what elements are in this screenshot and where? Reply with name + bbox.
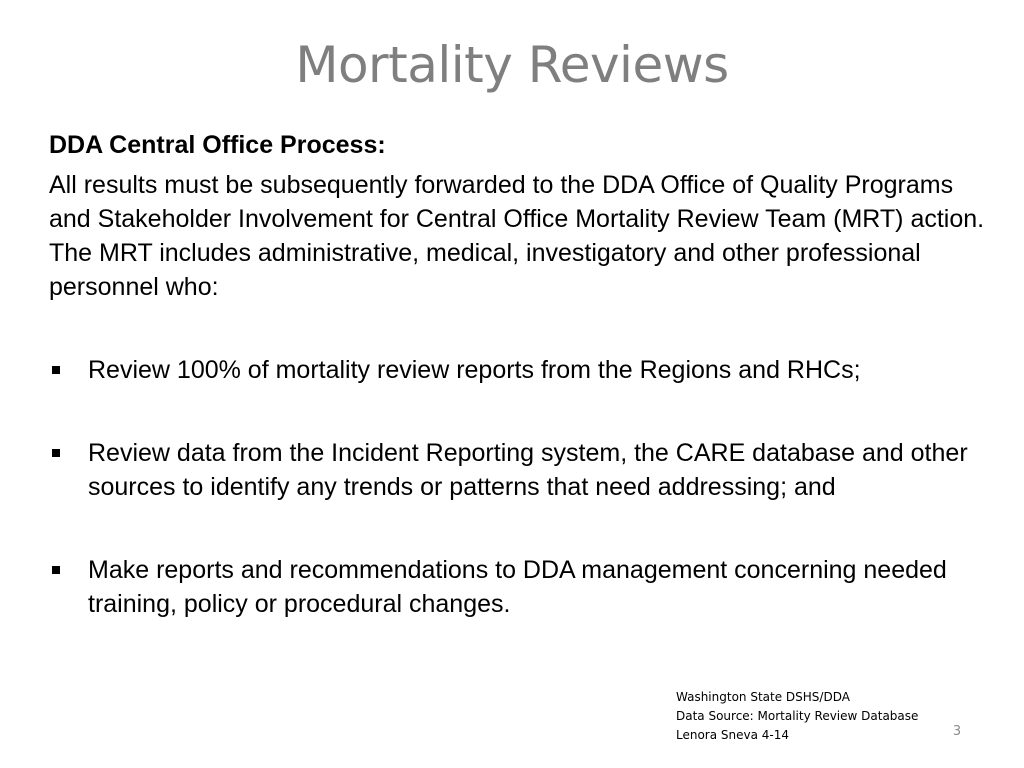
bullet-text: Make reports and recommendations to DDA management concerning needed training, policy or procedural changes. bbox=[88, 556, 947, 618]
square-bullet-icon bbox=[52, 366, 60, 374]
footer-data-source: Data Source: Mortality Review Database bbox=[676, 709, 919, 723]
bullet-text: Review 100% of mortality review reports from the Regions and RHCs; bbox=[88, 356, 861, 384]
bullet-item bbox=[49, 553, 989, 621]
intro-paragraph: All results must be subsequently forwarded to the DDA Office of Quality Programs and Stakeholder Involvement for Central Office Mortality Review Team (MRT) action. The MRT includes administrative, medical, investigatory and other professional personnel who: bbox=[49, 171, 985, 301]
section-heading: DDA Central Office Process: bbox=[49, 131, 386, 159]
square-bullet-icon bbox=[52, 449, 60, 457]
bullet-item bbox=[49, 436, 989, 504]
bullet-list bbox=[49, 353, 989, 621]
square-bullet-icon bbox=[52, 566, 60, 574]
bullet-item bbox=[49, 353, 989, 387]
footer-organization: Washington State DSHS/DDA bbox=[676, 690, 850, 704]
footer-source-note bbox=[676, 688, 918, 745]
footer-author: Lenora Sneva 4-14 bbox=[676, 728, 790, 742]
page-number: 3 bbox=[952, 724, 962, 739]
slide-body bbox=[49, 129, 999, 304]
slide-title: Mortality Reviews bbox=[295, 36, 729, 94]
bullet-text: Review data from the Incident Reporting system, the CARE database and other sources to identify any trends or patterns that need addressing; and bbox=[88, 439, 968, 501]
